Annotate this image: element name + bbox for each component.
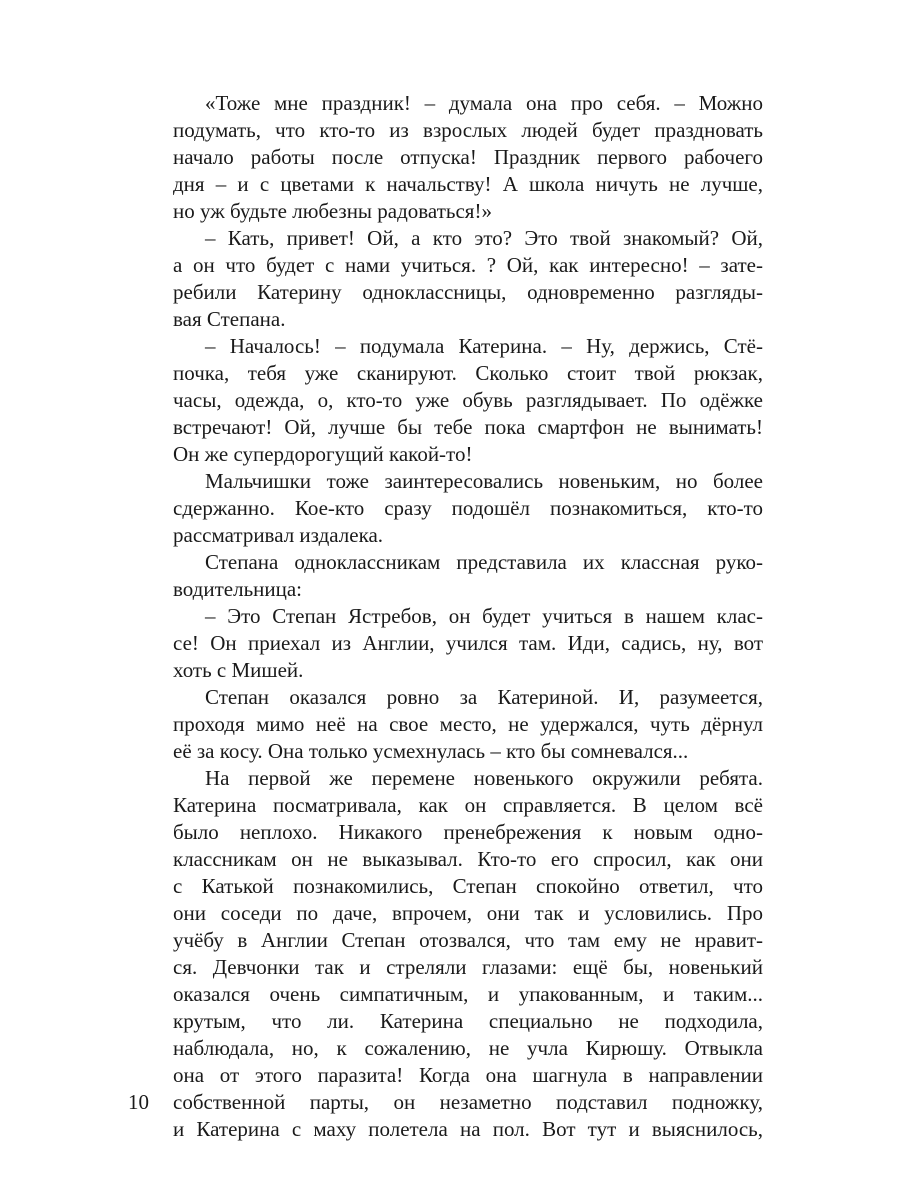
paragraph (173, 225, 763, 333)
text-line: дня – и с цветами к начальству! А школа ничуть не лучше, (173, 172, 763, 196)
text-line: подумать, что кто-то из взрослых людей будет праздновать (173, 118, 763, 142)
text-line: рассматривал издалека. (173, 523, 384, 547)
paragraph (173, 90, 763, 225)
paragraph (173, 549, 763, 603)
text-line: вая Степана. (173, 307, 286, 331)
text-line: и Катерина с маху полетела на пол. Вот тут и выяснилось, (173, 1117, 763, 1141)
text-line: часы, одежда, о, кто-то уже обувь разглядывает. По одёжке (173, 388, 763, 412)
text-line: а он что будет с нами учиться. ? Ой, как интересно! – зате- (173, 253, 763, 277)
text-line: учёбу в Англии Степан отозвался, что там ему не нравит- (173, 928, 763, 952)
text-line: крутым, что ли. Катерина специально не подходила, (173, 1009, 763, 1033)
text-line: Мальчишки тоже заинтересовались новеньким, но более (205, 469, 763, 493)
text-line: ребили Катерину одноклассницы, одновременно разгляды- (173, 280, 763, 304)
paragraph (173, 333, 763, 468)
text-line: «Тоже мне праздник! – думала она про себя. – Можно (205, 91, 763, 115)
text-line: – Началось! – подумала Катерина. – Ну, держись, Стё- (205, 334, 763, 358)
text-line: Степан оказался ровно за Катериной. И, разумеется, (205, 685, 763, 709)
text-line: водительница: (173, 577, 303, 601)
text-line: – Кать, привет! Ой, а кто это? Это твой знакомый? Ой, (205, 226, 763, 250)
text-line: они соседи по даче, впрочем, они так и условились. Про (173, 901, 763, 925)
text-line: почка, тебя уже сканируют. Сколько стоит твой рюкзак, (173, 361, 763, 385)
paragraph (173, 603, 763, 684)
text-line: ся. Девчонки так и стреляли глазами: ещё бы, новенький (173, 955, 763, 979)
text-line: се! Он приехал из Англии, учился там. Иди, садись, ну, вот (173, 631, 763, 655)
text-line: – Это Степан Ястребов, он будет учиться в нашем клас- (205, 604, 763, 628)
text-line: оказался очень симпатичным, и упакованным, и таким... (173, 982, 763, 1006)
text-line: На первой же перемене новенького окружили ребята. (205, 766, 763, 790)
body-text (173, 90, 763, 1143)
paragraph (173, 765, 763, 1143)
text-line: сдержанно. Кое-кто сразу подошёл познакомиться, кто-то (173, 496, 763, 520)
text-line: Катерина посматривала, как он справляется. В целом всё (173, 793, 763, 817)
text-line: начало работы после отпуска! Праздник первого рабочего (173, 145, 763, 169)
text-line: хоть с Мишей. (173, 658, 304, 682)
text-line: её за косу. Она только усмехнулась – кто бы сомневался... (173, 739, 689, 763)
text-line: она от этого паразита! Когда она шагнула в направлении (173, 1063, 763, 1087)
text-line: наблюдала, но, к сожалению, не учла Кирюшу. Отвыкла (173, 1036, 763, 1060)
paragraph (173, 468, 763, 549)
text-line: классникам он не выказывал. Кто-то его спросил, как они (173, 847, 763, 871)
paragraph (173, 684, 763, 765)
text-line: Степана одноклассникам представила их классная руко- (205, 550, 763, 574)
text-line: но уж будьте любезны радоваться!» (173, 199, 492, 223)
text-line: проходя мимо неё на свое место, не удержался, чуть дёрнул (173, 712, 763, 736)
text-line: было неплохо. Никакого пренебрежения к новым одно- (173, 820, 763, 844)
page-number: 10 (128, 1090, 149, 1114)
text-line: Он же супердорогущий какой-то! (173, 442, 473, 466)
text-line: с Катькой познакомились, Степан спокойно ответил, что (173, 874, 763, 898)
text-line: встречают! Ой, лучше бы тебе пока смартфон не вынимать! (173, 415, 763, 439)
text-line: собственной парты, он незаметно подставил подножку, (173, 1090, 763, 1114)
